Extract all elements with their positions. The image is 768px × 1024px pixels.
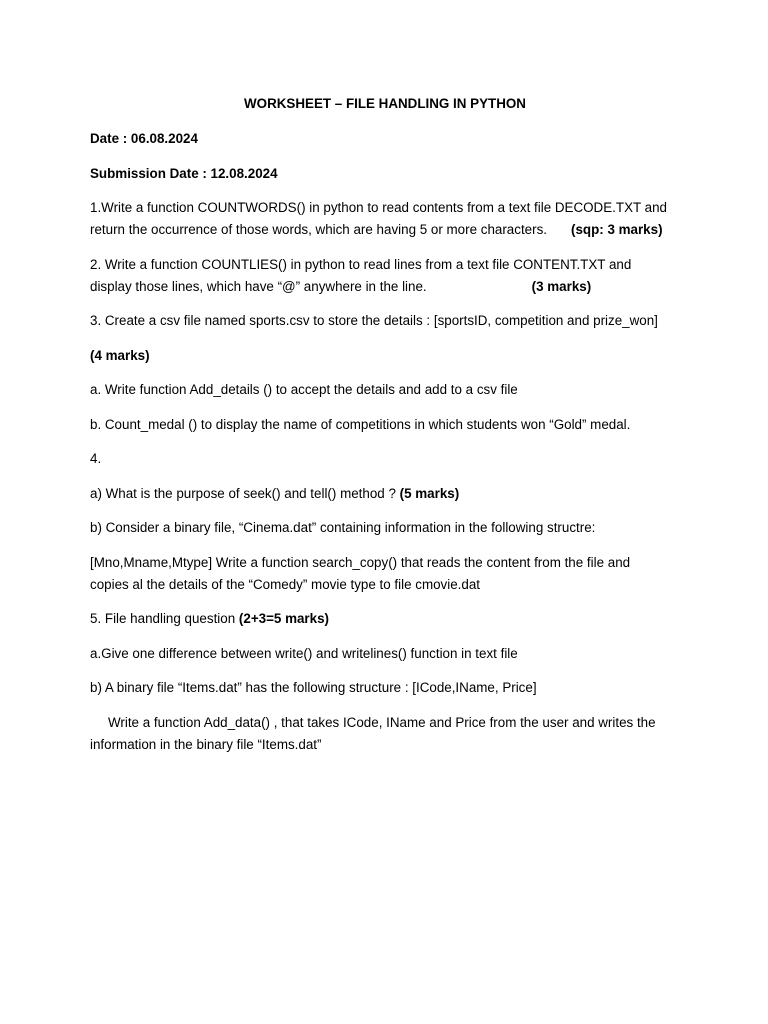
- question-5-text: 5. File handling question: [90, 611, 236, 626]
- question-5: [90, 608, 680, 630]
- submission-date-line: Submission Date : 12.08.2024: [90, 165, 278, 181]
- question-2-marks: (3 marks): [531, 278, 592, 294]
- question-5-part-b-line-1: Write a function Add_data() , that takes ICode, IName and Price from the user and writes the: [108, 714, 656, 730]
- question-5-part-a: a.Give one difference between write() and writelines() function in text file: [90, 645, 518, 661]
- worksheet-title: WORKSHEET – FILE HANDLING IN PYTHON: [244, 96, 526, 111]
- question-4-number: 4.: [90, 451, 102, 466]
- question-4-part-a-text: a) What is the purpose of seek() and tell() method ?: [90, 485, 396, 501]
- question-5-part-b-line-2: information in the binary file “Items.dat”: [90, 736, 322, 752]
- question-1-line-2: [90, 219, 680, 241]
- question-3-marks: (4 marks): [90, 347, 150, 363]
- question-3-part-b: b. Count_medal () to display the name of competitions in which students won “Gold” medal.: [90, 416, 631, 432]
- question-1: [90, 197, 680, 241]
- question-3-part-a: a. Write function Add_details () to accept the details and add to a csv file: [90, 382, 518, 397]
- question-1-line-2-text: return the occurrence of those words, which are having 5 or more characters.: [90, 222, 547, 237]
- question-2-line-1: 2. Write a function COUNTLIES() in python to read lines from a text file CONTENT.TXT and: [90, 256, 632, 272]
- question-1-line-1: 1.Write a function COUNTWORDS() in python to read contents from a text file DECODE.TXT and: [90, 200, 667, 215]
- question-4-marks: (5 marks): [399, 485, 460, 501]
- question-4-part-b-detail: [90, 552, 680, 596]
- question-4-part-b-line-1: [Mno,Mname,Mtype] Write a function search_copy() that reads the content from the file and: [90, 554, 631, 570]
- question-5-marks: (2+3=5 marks): [238, 611, 329, 626]
- question-2-line-2: [90, 276, 680, 298]
- question-5-part-b-detail: [90, 712, 680, 756]
- question-2: [90, 254, 680, 298]
- question-3-text: 3. Create a csv file named sports.csv to store the details : [sportsID, competition and prize_won]: [90, 313, 658, 328]
- worksheet-content: [90, 93, 680, 768]
- question-4-part-b: b) Consider a binary file, “Cinema.dat” containing information in the following structre:: [90, 520, 596, 535]
- question-5-part-b: b) A binary file “Items.dat” has the following structure : [ICode,IName, Price]: [90, 680, 537, 695]
- question-4-part-a: [90, 483, 680, 505]
- question-4-part-b-line-2: copies al the details of the “Comedy” movie type to file cmovie.dat: [90, 576, 481, 592]
- date-line: Date : 06.08.2024: [90, 131, 198, 146]
- question-2-line-2-text: display those lines, which have “@” anywhere in the line.: [90, 278, 427, 294]
- question-1-marks: (sqp: 3 marks): [571, 222, 663, 237]
